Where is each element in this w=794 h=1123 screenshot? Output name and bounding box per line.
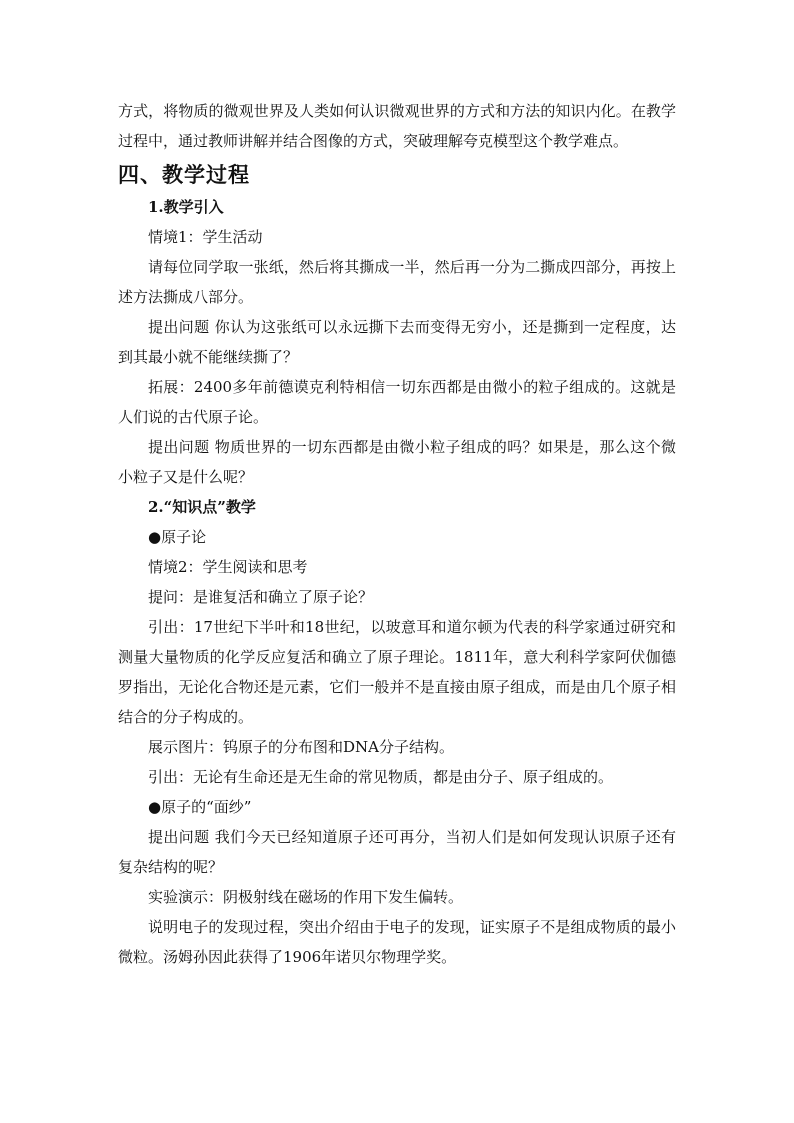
paragraph-show-image: 展示图片：钨原子的分布图和DNA分子结构。 xyxy=(148,738,454,756)
paragraph-lead-2: 引出：无论有生命还是无生命的常见物质，都是由分子、原子组成的。 xyxy=(148,768,614,786)
paragraph-question-1: 提出问题 你认为这张纸可以永远撕下去而变得无穷小，还是撕到一定程度，达到其最小就不能继续撕了？ xyxy=(118,318,676,366)
bullet-atomic-theory: ●原子论 xyxy=(148,528,207,546)
section-heading: 四、教学过程 xyxy=(118,162,250,187)
paragraph-question-3: 提出问题 我们今天已经知道原子还可再分，当初人们是如何发现认识原子还有复杂结构的呢？ xyxy=(118,828,676,876)
paragraph-electron-discovery: 说明电子的发现过程，突出介绍由于电子的发现，证实原子不是组成物质的最小微粒。汤姆孙因此获得了1906年诺贝尔物理学奖。 xyxy=(118,918,676,966)
document-page xyxy=(118,96,676,972)
paragraph-lead-1: 引出：17世纪下半叶和18世纪，以玻意耳和道尔顿为代表的科学家通过研究和测量大量物质的化学反应复活和确立了原子理论。1811年，意大利科学家阿伏伽德罗指出，无论化合物还是元素，它们一般并不是直接由原子组成，而是由几个原子相结合的分子构成的。 xyxy=(118,618,676,726)
scenario-2-title: 情境2：学生阅读和思考 xyxy=(148,558,308,576)
paragraph-extension: 拓展：2400多年前德谟克利特相信一切东西都是由微小的粒子组成的。这就是人们说的古代原子论。 xyxy=(118,378,676,426)
bullet-atom-veil: ●原子的“面纱” xyxy=(148,798,252,816)
paragraph-question-2: 提出问题 物质世界的一切东西都是由微小粒子组成的吗？如果是，那么这个微小粒子又是什么呢？ xyxy=(118,438,676,486)
subsection-title-knowledge: 2.“知识点”教学 xyxy=(148,498,256,516)
paragraph-ask: 提问：是谁复活和确立了原子论？ xyxy=(148,588,374,606)
intro-paragraph: 方式，将物质的微观世界及人类如何认识微观世界的方式和方法的知识内化。在教学过程中，通过教师讲解并结合图像的方式，突破理解夸克模型这个教学难点。 xyxy=(118,102,676,150)
scenario-1-title: 情境1：学生活动 xyxy=(148,228,263,246)
subsection-title-intro: 1.教学引入 xyxy=(148,198,224,216)
paragraph-paper-tearing: 请每位同学取一张纸，然后将其撕成一半，然后再一分为二撕成四部分，再按上述方法撕成八部分。 xyxy=(118,258,676,306)
paragraph-experiment: 实验演示：阴极射线在磁场的作用下发生偏转。 xyxy=(148,888,464,906)
